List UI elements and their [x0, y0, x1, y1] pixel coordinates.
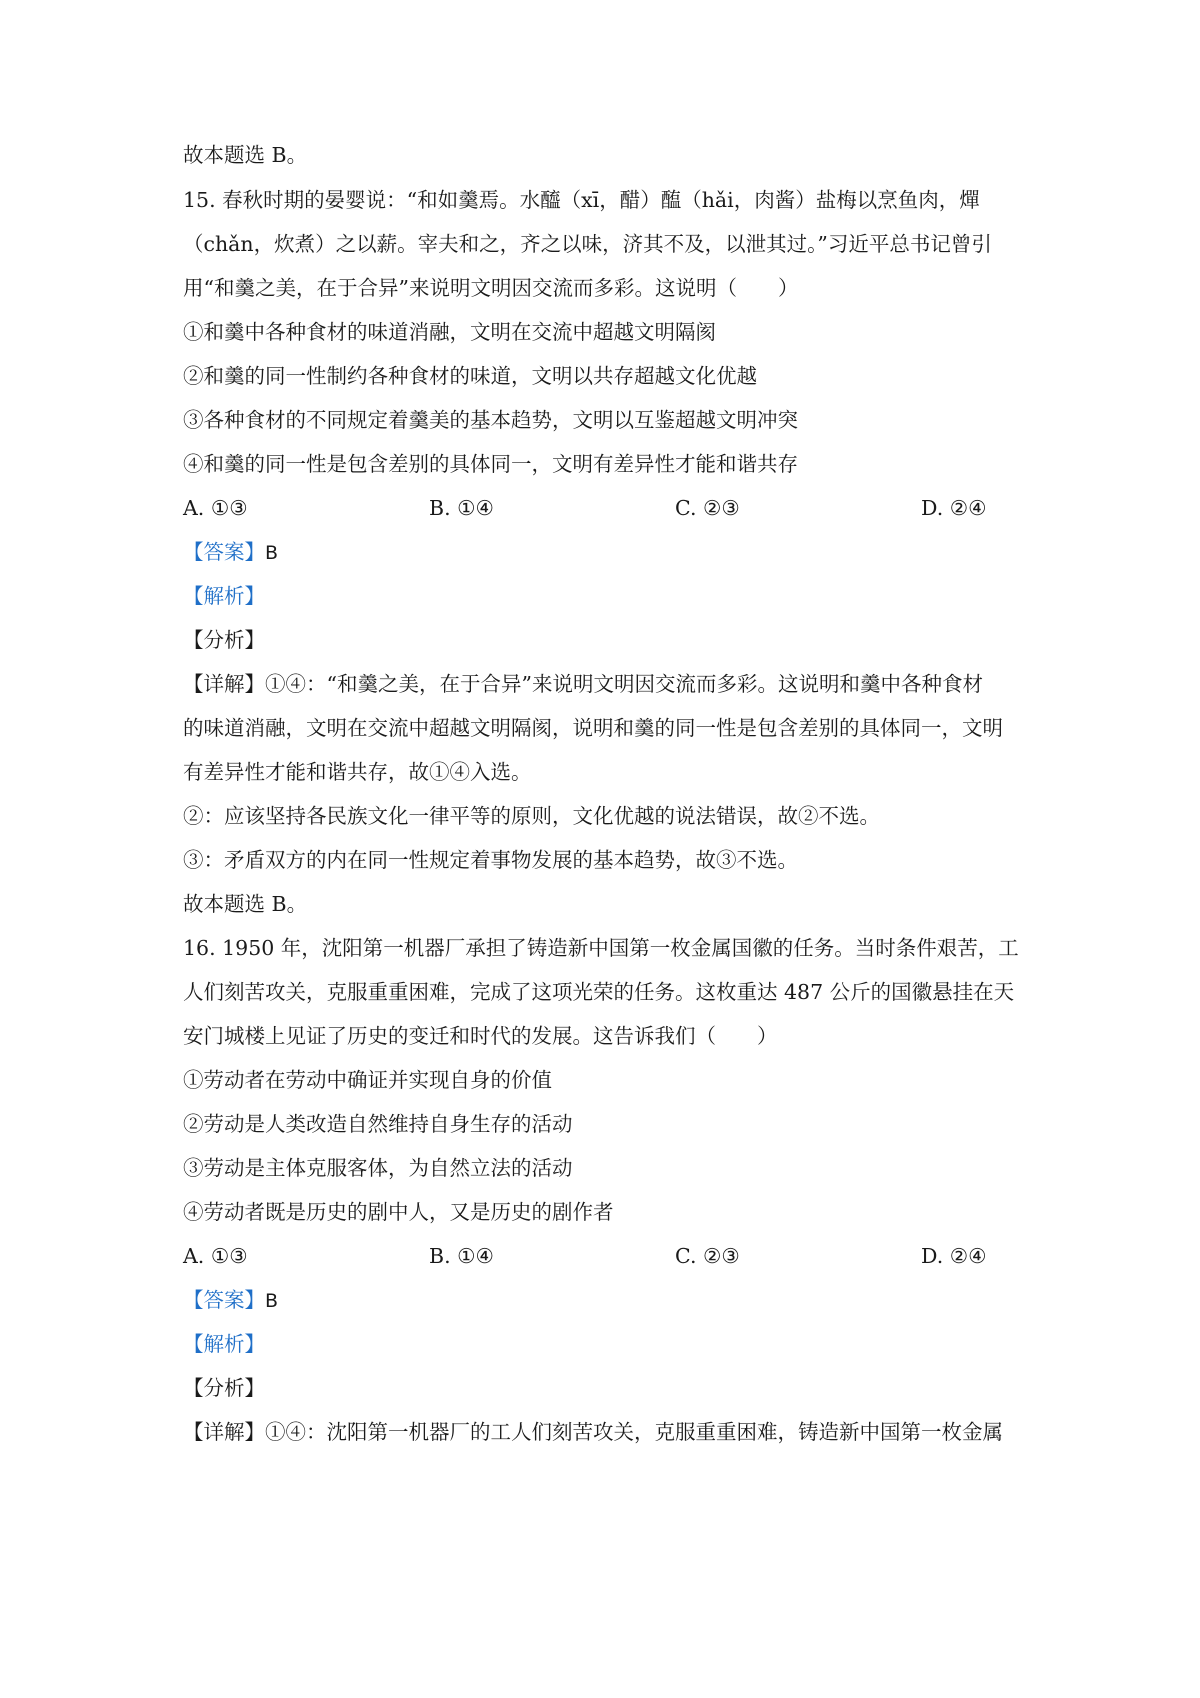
q16-stem-line-2: 人们刻苦攻关，克服重重困难，完成了这项光荣的任务。这枚重达 487 公斤的国徽悬挂在天 [183, 980, 1015, 1004]
q15-detail-line-3: 有差异性才能和谐共存，故①④入选。 [183, 760, 532, 784]
q15-detail-line-4: ②：应该坚持各民族文化一律平等的原则，文化优越的说法错误，故②不选。 [183, 804, 880, 828]
q15-stem-line-3: 用“和羹之美，在于合异”来说明文明因交流而多彩。这说明（ ） [183, 276, 799, 300]
q15-detail-tag: 【详解】 [183, 672, 265, 696]
q15-analysis-tag: 【解析】 [183, 584, 265, 608]
q15-detail-text-1: ①④：“和羹之美，在于合异”来说明文明因交流而多彩。这说明和羹中各种食材 [265, 672, 983, 696]
q15-option-c: C. ②③ [675, 496, 740, 520]
q15-detail-line-1 [183, 669, 1028, 699]
q15-statement-2: ②和羹的同一性制约各种食材的味道，文明以共存超越文化优越 [183, 364, 757, 388]
q15-conclusion: 故本题选 B。 [183, 892, 308, 916]
q16-analysis-tag: 【解析】 [183, 1332, 265, 1356]
q15-answer-value: B [265, 542, 279, 564]
prev-conclusion: 故本题选 B。 [183, 143, 308, 167]
q16-fenxi [183, 1373, 1028, 1403]
q15-fenxi [183, 625, 1028, 655]
q15-stem-line-2: （chǎn，炊煮）之以薪。宰夫和之，齐之以味，济其不及，以泄其过。”习近平总书记曾引 [183, 232, 992, 256]
q16-option-a: A. ①③ [183, 1244, 248, 1268]
q16-statement-4: ④劳动者既是历史的剧中人，又是历史的剧作者 [183, 1200, 614, 1224]
q16-option-d: D. ②④ [921, 1244, 987, 1268]
q15-statement-3: ③各种食材的不同规定着羹美的基本趋势，文明以互鉴超越文明冲突 [183, 408, 798, 432]
q15-option-b: B. ①④ [429, 496, 494, 520]
q16-option-b: B. ①④ [429, 1244, 494, 1268]
q16-statement-1: ①劳动者在劳动中确证并实现自身的价值 [183, 1068, 552, 1092]
q16-detail-tag: 【详解】 [183, 1420, 265, 1444]
q16-detail-text-1: ①④：沈阳第一机器厂的工人们刻苦攻关，克服重重困难，铸造新中国第一枚金属 [265, 1420, 1003, 1444]
q15-option-d: D. ②④ [921, 496, 987, 520]
q15-detail-line-5: ③：矛盾双方的内在同一性规定着事物发展的基本趋势，故③不选。 [183, 848, 798, 872]
q16-statement-3: ③劳动是主体克服客体，为自然立法的活动 [183, 1156, 573, 1180]
q16-statement-2: ②劳动是人类改造自然维持自身生存的活动 [183, 1112, 573, 1136]
q16-answer [183, 1285, 1028, 1316]
q16-fenxi-tag: 【分析】 [183, 1376, 265, 1400]
q15-answer [183, 537, 1028, 568]
q16-option-c: C. ②③ [675, 1244, 740, 1268]
q15-answer-tag: 【答案】 [183, 540, 265, 564]
q16-answer-value: B [265, 1290, 279, 1312]
q16-analysis [183, 1329, 1028, 1359]
q16-stem-line-1: 16. 1950 年，沈阳第一机器厂承担了铸造新中国第一枚金属国徽的任务。当时条件艰苦，工 [183, 936, 1019, 960]
q16-stem-line-3: 安门城楼上见证了历史的变迁和时代的发展。这告诉我们（ ） [183, 1024, 778, 1048]
q15-analysis [183, 581, 1028, 611]
q15-detail-line-2: 的味道消融，文明在交流中超越文明隔阂，说明和羹的同一性是包含差别的具体同一，文明 [183, 716, 1003, 740]
q15-fenxi-tag: 【分析】 [183, 628, 265, 652]
q15-statement-1: ①和羹中各种食材的味道消融，文明在交流中超越文明隔阂 [183, 320, 716, 344]
q16-detail-line-1 [183, 1417, 1028, 1447]
q15-option-a: A. ①③ [183, 496, 248, 520]
q16-answer-tag: 【答案】 [183, 1288, 265, 1312]
q15-stem-line-1: 15. 春秋时期的晏婴说：“和如羹焉。水醯（xī，醋）醢（hǎi，肉酱）盐梅以烹鱼肉，燀 [183, 188, 980, 212]
q15-statement-4: ④和羹的同一性是包含差别的具体同一，文明有差异性才能和谐共存 [183, 452, 798, 476]
